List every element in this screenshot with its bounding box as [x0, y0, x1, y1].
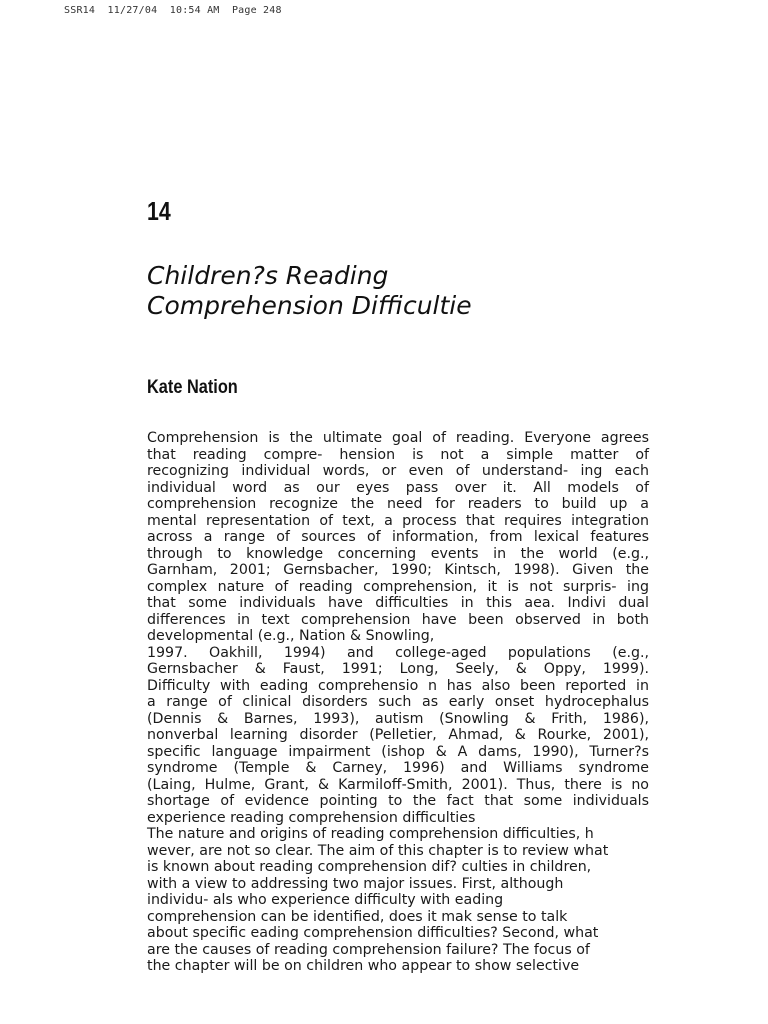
body-line: comprehension can be identified, does it mak sense to talk	[147, 908, 568, 925]
body-line: a range of clinical disorders such as early onset hydrocephalus	[147, 694, 649, 710]
body-line: are the causes of reading comprehension failure? The focus of	[147, 941, 590, 958]
body-line: nonverbal learning disorder (Pelletier, Ahmad, & Rourke, 2001),	[147, 727, 649, 743]
body-line: (Dennis & Barnes, 1993), autism (Snowling & Frith, 1986),	[147, 710, 649, 727]
body-line: (Laing, Hulme, Grant, & Karmiloff-Smith, 2001). Thus, there is no	[147, 776, 649, 793]
body-line: specific language impairment (ishop & A dams, 1990), Turner?s	[147, 743, 649, 760]
body-line: the chapter will be on children who appear to show selective	[147, 958, 580, 974]
body-line: with a view to addressing two major issues. First, although	[147, 875, 564, 892]
body-line: Gernsbacher & Faust, 1991; Long, Seely, & Oppy, 1999).	[147, 661, 649, 677]
body-line: across a range of sources of information, from lexical features	[147, 529, 649, 545]
chapter-title	[147, 261, 667, 321]
body-line: that reading compre- hension is not a simple matter of	[147, 446, 649, 463]
body-line: Comprehension is the ultimate goal of reading. Everyone agrees	[147, 430, 649, 446]
body-line: comprehension recognize the need for readers to build up a	[147, 496, 649, 512]
body-line: individual word as our eyes pass over it. All models of	[147, 479, 649, 496]
body-line: Garnham, 2001; Gernsbacher, 1990; Kintsch, 1998). Given the	[147, 562, 649, 578]
body-line: recognizing individual words, or even of understand- ing each	[147, 463, 649, 479]
body-line: Difficulty with eading comprehensio n has also been reported in	[147, 677, 649, 694]
body-line: experience reading comprehension difficulties	[147, 809, 476, 826]
chapter-number: 14	[147, 196, 171, 226]
body-text	[147, 430, 649, 975]
chapter-title-line-1: Children?s Reading	[147, 261, 389, 290]
page-slug: SSR14 11/27/04 10:54 AM Page 248	[64, 5, 282, 16]
body-line: complex nature of reading comprehension, it is not surpris- ing	[147, 578, 649, 595]
body-line: about specific eading comprehension difficulties? Second, what	[147, 925, 599, 941]
body-line: individu- als who experience difficulty with eading	[147, 892, 504, 908]
body-line: mental representation of text, a process that requires integration	[147, 512, 649, 529]
body-line: The nature and origins of reading comprehension difficulties, h	[147, 826, 594, 842]
body-line: differences in text comprehension have been observed in both	[147, 611, 649, 628]
chapter-title-line-2: Comprehension Difficultie	[147, 291, 472, 320]
body-line: that some individuals have difficulties in this aea. Indivi dual	[147, 595, 649, 611]
body-line: through to knowledge concerning events in the world (e.g.,	[147, 545, 649, 562]
body-line: developmental (e.g., Nation & Snowling,	[147, 628, 435, 644]
body-line: wever, are not so clear. The aim of this chapter is to review what	[147, 842, 609, 859]
body-line: syndrome (Temple & Carney, 1996) and Williams syndrome	[147, 760, 649, 776]
author-name: Kate Nation	[147, 377, 238, 398]
body-line: shortage of evidence pointing to the fact that some individuals	[147, 793, 649, 809]
body-line: is known about reading comprehension dif? culties in children,	[147, 859, 592, 875]
body-line: 1997. Oakhill, 1994) and college-aged populations (e.g.,	[147, 644, 649, 661]
